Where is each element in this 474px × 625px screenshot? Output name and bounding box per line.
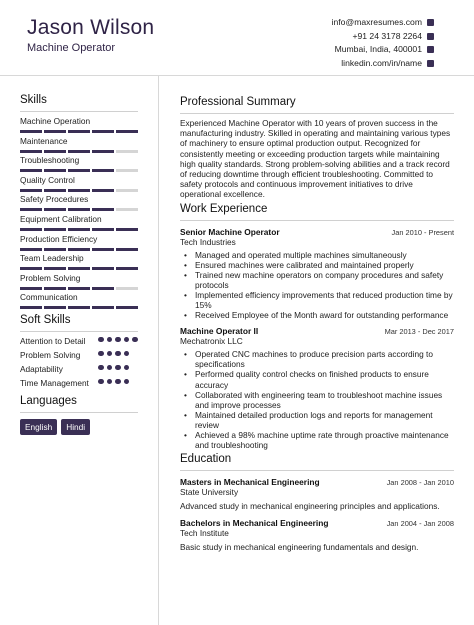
soft-skill-label: Attention to Detail: [20, 335, 86, 346]
soft-skill-item: [20, 350, 138, 363]
skill-level-segment: [116, 248, 138, 251]
education-entry: [180, 477, 454, 512]
right-column: [180, 96, 454, 553]
skill-item: [20, 273, 138, 293]
skill-level-segment: [92, 169, 114, 172]
skill-level-segment: [68, 248, 90, 251]
skills-list: [20, 116, 138, 312]
skill-item: [20, 292, 138, 312]
skill-level-segment: [44, 169, 66, 172]
rating-dot: [115, 379, 121, 385]
rating-dot: [98, 379, 104, 385]
skill-level-segment: [116, 267, 138, 270]
skill-level-bar: [20, 248, 138, 251]
skill-level-segment: [20, 208, 42, 211]
skill-level-bar: [20, 228, 138, 231]
skill-level-segment: [92, 306, 114, 309]
skill-level-bar: [20, 189, 138, 192]
phone-icon: [427, 33, 434, 40]
skill-level-segment: [116, 150, 138, 153]
skill-level-segment: [44, 130, 66, 133]
skill-level-segment: [44, 150, 66, 153]
soft-skills-heading: Soft Skills: [20, 314, 138, 332]
skill-label: Communication: [20, 292, 78, 303]
rating-dot: [107, 337, 113, 343]
location-icon: [427, 46, 434, 53]
skill-level-bar: [20, 267, 138, 270]
skill-level-segment: [68, 169, 90, 172]
job-bullets: [180, 349, 454, 450]
skill-level-segment: [92, 130, 114, 133]
skill-level-segment: [68, 208, 90, 211]
job-entry: [180, 227, 454, 321]
skill-level-segment: [116, 228, 138, 231]
job-bullet: • Achieved a 98% machine uptime rate through proactive maintenance and troubleshooting: [180, 430, 454, 450]
soft-skill-dots: [98, 336, 138, 343]
skill-level-segment: [44, 306, 66, 309]
skill-level-segment: [92, 248, 114, 251]
skill-level-bar: [20, 306, 138, 309]
skill-level-bar: [20, 169, 138, 172]
contact-email[interactable]: info@maxresumes.com: [332, 16, 434, 30]
skill-level-segment: [68, 306, 90, 309]
skill-level-bar: [20, 130, 138, 133]
education-list: [180, 477, 454, 553]
rating-dot: [115, 337, 121, 343]
rating-dot: [124, 351, 130, 357]
skill-level-segment: [116, 169, 138, 172]
skill-label: Problem Solving: [20, 272, 81, 283]
skill-level-segment: [68, 287, 90, 290]
skill-label: Machine Operation: [20, 116, 91, 126]
language-badge: Hindi: [61, 419, 90, 435]
skill-item: [20, 253, 138, 273]
rating-dot: [107, 365, 113, 371]
job-date: Jan 2010 - Present: [391, 227, 454, 237]
skill-level-bar: [20, 208, 138, 211]
skill-level-segment: [44, 287, 66, 290]
job-bullet: • Ensured machines were calibrated and maintained properly: [180, 260, 454, 270]
skill-label: Troubleshooting: [20, 155, 80, 166]
skill-level-segment: [20, 287, 42, 290]
language-badge: English: [20, 419, 57, 435]
skill-level-segment: [44, 267, 66, 270]
candidate-name: Jason Wilson: [27, 16, 155, 39]
resume-header: [0, 0, 474, 76]
job-bullet: • Trained new machine operators on company procedures and safety protocols: [180, 270, 454, 290]
skill-level-segment: [68, 150, 90, 153]
skill-level-segment: [44, 189, 66, 192]
soft-skill-dots: [98, 378, 138, 385]
soft-skill-label: Time Management: [20, 377, 89, 388]
rating-dot: [115, 365, 121, 371]
skill-level-segment: [116, 189, 138, 192]
rating-dot: [124, 337, 130, 343]
skill-level-segment: [68, 228, 90, 231]
skill-level-segment: [92, 287, 114, 290]
skill-level-segment: [20, 130, 42, 133]
skill-level-bar: [20, 150, 138, 153]
soft-skill-item: [20, 364, 138, 377]
education-date: Jan 2008 - Jan 2010: [386, 478, 454, 488]
skills-heading: Skills: [20, 94, 138, 112]
job-bullet: • Managed and operated multiple machines simultaneously: [180, 250, 454, 260]
skill-item: [20, 214, 138, 234]
skill-label: Equipment Calibration: [20, 213, 102, 224]
skill-label: Quality Control: [20, 174, 75, 185]
skill-level-segment: [20, 150, 42, 153]
email-icon: [427, 19, 434, 26]
skill-level-segment: [116, 208, 138, 211]
summary-heading: Professional Summary: [180, 96, 454, 114]
skill-item: [20, 175, 138, 195]
rating-dot: [132, 337, 138, 343]
skill-level-segment: [68, 189, 90, 192]
skill-level-segment: [116, 306, 138, 309]
left-column: [20, 94, 138, 435]
job-bullet: • Collaborated with engineering team to troubleshoot machine issues and improve processes: [180, 390, 454, 410]
skill-item: [20, 194, 138, 214]
job-entry: [180, 326, 454, 450]
rating-dot: [107, 351, 113, 357]
contact-phone[interactable]: +91 24 3178 2264: [332, 30, 434, 44]
column-divider: [158, 76, 159, 625]
job-bullets: [180, 250, 454, 321]
skill-label: Maintenance: [20, 135, 68, 146]
skill-level-segment: [92, 150, 114, 153]
degree-title: Bachelors in Mechanical Engineering: [180, 518, 329, 529]
soft-skill-dots: [98, 350, 138, 357]
rating-dot: [124, 365, 130, 371]
school-name: Tech Institute: [180, 528, 229, 539]
job-title: Senior Machine Operator: [180, 226, 280, 237]
summary-text: Experienced Machine Operator with 10 years of proven success in the manufacturing industry. Skilled in operating and maintaining various types of machinery to ensure optimal production output. Recognized for consistently meeting or exceeding production targets while maintaining high quality standards. Strong problem-solving abilities and a track record of reducing downtime through efficient troubleshooting. Committed to safety protocols and continuous improvement initiatives to drive operational excellence.: [180, 118, 451, 200]
experience-heading: Work Experience: [180, 203, 454, 221]
skill-label: Team Leadership: [20, 253, 84, 264]
rating-dot: [98, 337, 104, 343]
rating-dot: [98, 351, 104, 357]
soft-skill-dots: [98, 364, 138, 371]
skill-level-segment: [20, 228, 42, 231]
job-bullet: • Performed quality control checks on finished products to ensure accuracy: [180, 369, 454, 389]
education-description: Basic study in mechanical engineering fundamentals and design.: [180, 542, 419, 553]
candidate-title: Machine Operator: [27, 42, 116, 54]
skill-label: Safety Procedures: [20, 194, 89, 205]
school-name: State University: [180, 487, 239, 498]
languages-list: [20, 419, 138, 435]
education-entry: [180, 518, 454, 553]
rating-dot: [107, 379, 113, 385]
job-title: Machine Operator II: [180, 326, 259, 337]
job-header: [180, 227, 454, 237]
degree-title: Masters in Mechanical Engineering: [180, 477, 320, 488]
skill-level-segment: [92, 228, 114, 231]
contact-linkedin[interactable]: linkedin.com/in/name: [332, 57, 434, 71]
education-heading: Education: [180, 453, 454, 471]
skill-level-segment: [116, 287, 138, 290]
job-company: Tech Industries: [180, 236, 236, 247]
skill-level-bar: [20, 287, 138, 290]
soft-skill-label: Adaptability: [20, 363, 63, 374]
linkedin-icon: [427, 60, 434, 67]
soft-skill-label: Problem Solving: [20, 349, 81, 360]
skill-level-segment: [68, 130, 90, 133]
education-header: [180, 477, 454, 487]
rating-dot: [124, 379, 130, 385]
skill-level-segment: [44, 228, 66, 231]
experience-list: [180, 227, 454, 451]
skill-item: [20, 155, 138, 175]
languages-heading: Languages: [20, 395, 138, 413]
soft-skill-item: [20, 336, 138, 349]
skill-level-segment: [92, 267, 114, 270]
skill-level-segment: [20, 267, 42, 270]
skill-level-segment: [20, 248, 42, 251]
skill-level-segment: [92, 189, 114, 192]
job-header: [180, 326, 454, 336]
education-header: [180, 518, 454, 528]
skill-label: Production Efficiency: [20, 233, 98, 244]
job-bullet: • Operated CNC machines to produce precision parts according to specifications: [180, 349, 454, 369]
skill-item: [20, 234, 138, 254]
skill-level-segment: [20, 189, 42, 192]
skill-level-segment: [68, 267, 90, 270]
education-description: Advanced study in mechanical engineering principles and applications.: [180, 501, 440, 512]
contact-location: Mumbai, India, 400001: [332, 43, 434, 57]
skill-level-segment: [116, 130, 138, 133]
job-date: Mar 2013 - Dec 2017: [384, 327, 454, 337]
rating-dot: [115, 351, 121, 357]
soft-skill-item: [20, 378, 138, 391]
skill-item: [20, 116, 138, 136]
skill-level-segment: [20, 306, 42, 309]
soft-skills-list: [20, 336, 138, 391]
job-bullet: • Received Employee of the Month award for outstanding performance: [180, 310, 454, 320]
skill-level-segment: [44, 208, 66, 211]
job-bullet: • Maintained detailed production logs and reports for management review: [180, 410, 454, 430]
skill-item: [20, 136, 138, 156]
skill-level-segment: [44, 248, 66, 251]
skill-level-segment: [92, 208, 114, 211]
job-company: Mechatronix LLC: [180, 336, 243, 347]
job-bullet: • Implemented efficiency improvements that reduced production time by 15%: [180, 290, 454, 310]
contact-block: [332, 16, 434, 70]
rating-dot: [98, 365, 104, 371]
skill-level-segment: [20, 169, 42, 172]
education-date: Jan 2004 - Jan 2008: [386, 519, 454, 529]
